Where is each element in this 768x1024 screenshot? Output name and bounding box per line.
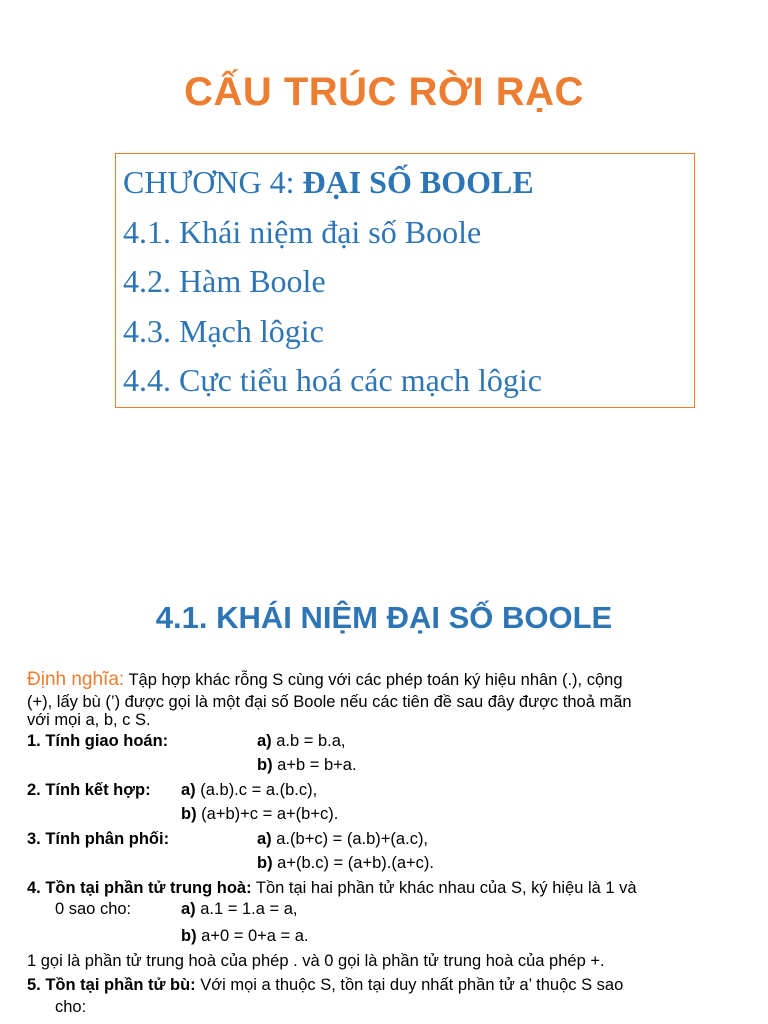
axiom-1-heading: 1. Tính giao hoán:	[27, 731, 169, 750]
axiom-4a-formula: a.1 = 1.a = a,	[195, 900, 298, 918]
toc-item: 4.4. Cực tiểu hoá các mạch lôgic	[123, 362, 542, 398]
axiom-1b-formula: a+b = b+a.	[272, 756, 357, 774]
axiom-5-text: Với mọi a thuộc S, tồn tại duy nhất phần tử a’ thuộc S sao	[195, 976, 624, 994]
toc-item: 4.2. Hàm Boole	[123, 263, 326, 299]
axiom-3a-label: a)	[257, 829, 272, 848]
axiom-4-line-a	[27, 900, 767, 918]
chapter-prefix: CHƯƠNG 4:	[123, 164, 303, 200]
axiom-2-heading: 2. Tính kết hợp:	[27, 780, 151, 799]
axiom-1a-label: a)	[257, 731, 272, 750]
toc-item: 4.1. Khái niệm đại số Boole	[123, 213, 482, 250]
definition-content	[27, 668, 767, 1016]
axiom-2b-formula: (a+b)+c = a+(b+c).	[196, 805, 339, 823]
chapter-outline-box	[115, 153, 695, 408]
axiom-5-line-2	[27, 998, 767, 1016]
toc-item: 4.3. Mạch lôgic	[123, 312, 324, 349]
axiom-2a-formula: (a.b).c = a.(b.c),	[195, 780, 318, 799]
section-title: 4.1. KHÁI NIỆM ĐẠI SỐ BOOLE	[155, 600, 613, 635]
identity-note: 1 gọi là phần tử trung hoà của phép . và 0 gọi là phần tử trung hoà của phép +.	[27, 951, 605, 970]
axiom-3-line-a	[27, 827, 767, 852]
axiom-4-cont: 0 sao cho:	[55, 900, 132, 918]
axiom-4-heading: 4. Tồn tại phần tử trung hoà:	[27, 878, 252, 897]
definition-label: Định nghĩa:	[27, 669, 125, 690]
axiom-1-line-a	[27, 729, 767, 754]
axiom-5-heading: 5. Tồn tại phần tử bù:	[27, 976, 196, 994]
definition-text: Tập hợp khác rỗng S cùng với các phép toán ký hiệu nhân (.), cộng	[124, 671, 623, 689]
axiom-2a-label: a)	[181, 780, 196, 799]
document-title: CẤU TRÚC RỜI RẠC	[184, 70, 584, 114]
definition-line-2: (+), lấy bù (’) được gọi là một đại số Boole nếu các tiên đề sau đây được thoả mãn	[27, 692, 632, 711]
axiom-4-text: Tồn tại hai phần tử khác nhau của S, ký hiệu là 1 và	[251, 878, 637, 897]
axiom-3-line-b	[27, 851, 767, 876]
chapter-heading	[123, 158, 694, 208]
definition-line-3: với mọi a, b, c S.	[27, 710, 151, 729]
axiom-4-line-1	[27, 876, 767, 901]
axiom-5-cont: cho:	[55, 997, 87, 1016]
axiom-5-line-1	[27, 973, 767, 998]
definition-line-1	[27, 668, 767, 693]
axiom-1b-label: b)	[257, 756, 273, 774]
axiom-3a-formula: a.(b+c) = (a.b)+(a.c),	[271, 829, 429, 848]
axiom-1a-formula: a.b = b.a,	[271, 731, 346, 750]
axiom-3b-label: b)	[257, 854, 273, 872]
axiom-2-line-b	[27, 802, 767, 827]
axiom-3b-formula: a+(b.c) = (a+b).(a+c).	[272, 854, 434, 872]
axiom-4-line-b	[27, 924, 767, 949]
axiom-4b-label: b)	[181, 927, 197, 945]
axiom-2b-label: b)	[181, 805, 197, 823]
axiom-4b-formula: a+0 = 0+a = a.	[196, 927, 309, 945]
axiom-4a-label: a)	[181, 900, 196, 918]
axiom-1-line-b	[27, 753, 767, 778]
chapter-name: ĐẠI SỐ BOOLE	[302, 164, 534, 200]
axiom-3-heading: 3. Tính phân phối:	[27, 829, 170, 848]
axiom-2-line-a	[27, 778, 767, 803]
